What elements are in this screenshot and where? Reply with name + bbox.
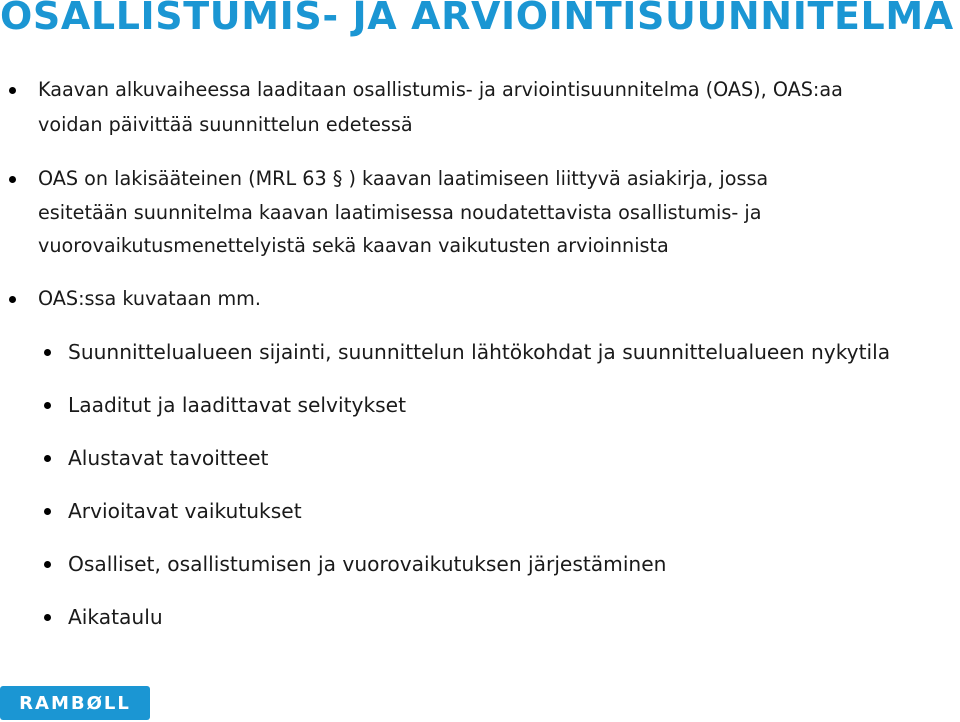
- subbullet-dot: [44, 455, 51, 462]
- subbullet-6: Aikataulu: [68, 605, 163, 629]
- subbullet-3: Alustavat tavoitteet: [68, 446, 269, 470]
- bullet-2-line-2: esitetään suunnitelma kaavan laatimisessa noudatettavista osallistumis- ja: [38, 201, 762, 224]
- bullet-1-line-1: Kaavan alkuvaiheessa laaditaan osallistumis- ja arviointisuunnitelma (OAS), OAS:aa: [38, 78, 843, 101]
- bullet-dot: [9, 87, 16, 94]
- logo-text: RAMBØLL: [19, 692, 131, 714]
- bullet-dot: [9, 176, 16, 183]
- bullet-2-line-1: OAS on lakisääteinen (MRL 63 § ) kaavan laatimiseen liittyvä asiakirja, jossa: [38, 167, 769, 190]
- subbullet-1: Suunnittelualueen sijainti, suunnittelun lähtökohdat ja suunnittelualueen nykytila: [68, 340, 891, 364]
- subbullet-dot: [44, 614, 51, 621]
- bullet-dot: [9, 296, 16, 303]
- slide-title: OSALLISTUMIS- JA ARVIOINTISUUNNITELMA: [0, 0, 954, 38]
- ramboll-logo: [0, 686, 150, 720]
- bullet-2-line-3: vuorovaikutusmenettelyistä sekä kaavan vaikutusten arvioinnista: [38, 234, 669, 257]
- bullet-1-line-2: voidan päivittää suunnittelun edetessä: [38, 113, 413, 136]
- subbullet-dot: [44, 349, 51, 356]
- subbullet-dot: [44, 561, 51, 568]
- subbullet-2: Laaditut ja laadittavat selvitykset: [68, 393, 406, 417]
- subbullet-4: Arvioitavat vaikutukset: [68, 499, 302, 523]
- subbullet-5: Osalliset, osallistumisen ja vuorovaikutuksen järjestäminen: [68, 552, 667, 576]
- subbullet-dot: [44, 508, 51, 515]
- subbullet-dot: [44, 402, 51, 409]
- bullet-3-line-1: OAS:ssa kuvataan mm.: [38, 287, 261, 310]
